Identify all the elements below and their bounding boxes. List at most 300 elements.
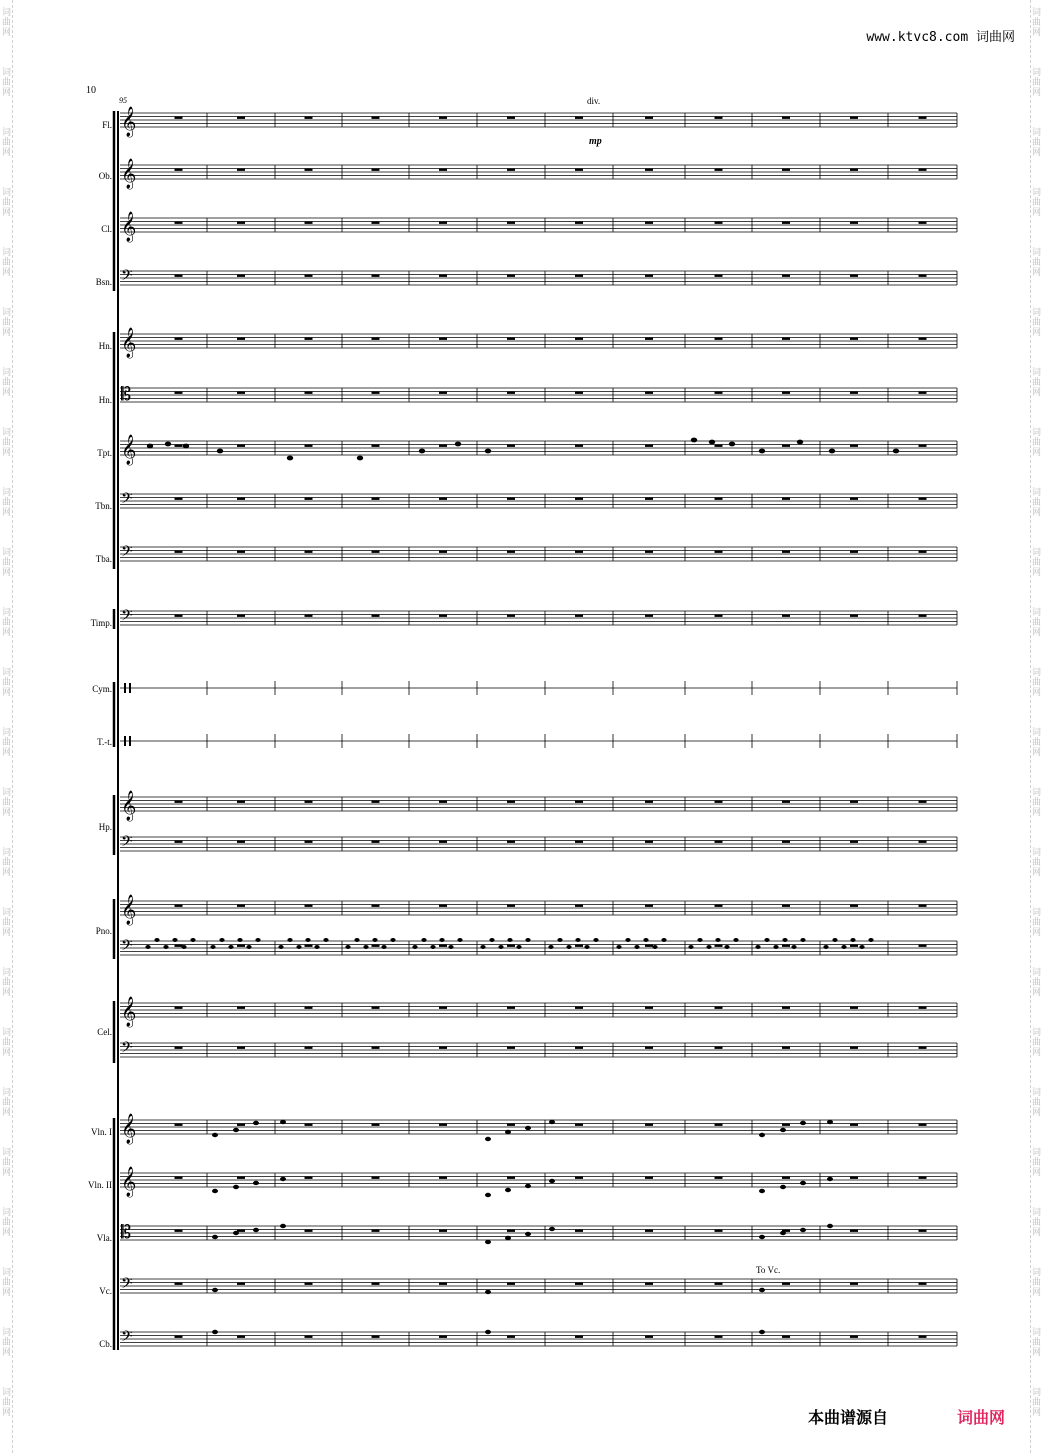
side-watermark: 词 曲 网 <box>2 1388 12 1418</box>
note-head <box>759 1133 765 1137</box>
rest-mark <box>439 222 447 224</box>
rest-mark <box>439 498 447 500</box>
rest-mark <box>507 392 515 394</box>
note-head <box>278 945 283 949</box>
rest-mark <box>850 1007 858 1009</box>
rest-mark <box>715 551 723 553</box>
rest-mark <box>237 275 245 277</box>
rest-mark <box>919 1007 927 1009</box>
site-name[interactable]: 词曲网 <box>975 30 1015 45</box>
note-head <box>305 938 310 942</box>
note-head <box>773 945 778 949</box>
rest-mark <box>372 551 380 553</box>
note-head <box>237 938 242 942</box>
note-head <box>516 945 521 949</box>
rest-mark <box>305 275 313 277</box>
rest-mark <box>782 551 790 553</box>
treble-clef-icon: 𝄞 <box>121 997 137 1027</box>
rest-mark <box>439 841 447 843</box>
footer-brand[interactable]: 词曲网 <box>957 1408 1006 1427</box>
rest-mark <box>850 945 858 947</box>
rest-mark <box>507 905 515 907</box>
rest-mark <box>850 1283 858 1285</box>
bass-clef-icon: 𝄢 <box>121 490 133 511</box>
rest-mark <box>507 445 515 447</box>
percussion-clef-icon <box>129 736 131 746</box>
side-watermark: 词 曲 网 <box>1031 608 1041 638</box>
rest-mark <box>305 445 313 447</box>
rest-mark <box>645 801 653 803</box>
rest-mark <box>645 841 653 843</box>
note-head <box>706 945 711 949</box>
rest-mark <box>439 1230 447 1232</box>
rest-mark <box>715 445 723 447</box>
alto-clef-icon: 𝄡 <box>121 384 132 405</box>
side-watermark: 词 曲 网 <box>2 488 12 518</box>
rest-mark <box>237 551 245 553</box>
rest-mark <box>782 945 790 947</box>
rest-mark <box>439 1336 447 1338</box>
side-watermark: 词 曲 网 <box>2 188 12 218</box>
note-head <box>210 945 215 949</box>
rest-mark <box>575 338 583 340</box>
note-head <box>525 1184 531 1188</box>
rest-mark <box>507 615 515 617</box>
rest-mark <box>645 117 653 119</box>
note-head <box>505 1130 511 1134</box>
rest-mark <box>305 1283 313 1285</box>
rest-mark <box>372 275 380 277</box>
rest-mark <box>575 445 583 447</box>
note-head <box>791 945 796 949</box>
rest-mark <box>439 1124 447 1126</box>
rest-mark <box>305 1007 313 1009</box>
note-head <box>233 1128 239 1132</box>
note-head <box>212 1330 218 1334</box>
note-head <box>480 945 485 949</box>
rest-mark <box>715 498 723 500</box>
rest-mark <box>850 801 858 803</box>
rest-mark <box>782 1124 790 1126</box>
rest-mark <box>919 222 927 224</box>
rest-mark <box>850 169 858 171</box>
rest-mark <box>372 1177 380 1179</box>
percussion-clef-icon <box>124 736 126 746</box>
rest-mark <box>237 945 245 947</box>
treble-clef-icon: 𝄞 <box>121 435 137 465</box>
note-head <box>314 945 319 949</box>
rest-mark <box>175 841 183 843</box>
note-head <box>280 1177 286 1181</box>
rest-mark <box>645 945 653 947</box>
note-head <box>800 1228 806 1232</box>
rest-mark <box>919 905 927 907</box>
rest-mark <box>782 498 790 500</box>
rest-mark <box>305 1124 313 1126</box>
rest-mark <box>507 338 515 340</box>
side-watermark: 词 曲 网 <box>2 368 12 398</box>
rest-mark <box>850 905 858 907</box>
rest-mark <box>237 1283 245 1285</box>
rest-mark <box>645 615 653 617</box>
side-watermark: 词 曲 网 <box>2 308 12 338</box>
note-head <box>485 1240 491 1244</box>
rest-mark <box>237 169 245 171</box>
treble-clef-icon: 𝄞 <box>121 791 137 821</box>
rest-mark <box>305 392 313 394</box>
note-head <box>780 1231 786 1235</box>
rest-mark <box>305 169 313 171</box>
note-head <box>525 1232 531 1236</box>
rest-mark <box>645 392 653 394</box>
note-head <box>212 1189 218 1193</box>
note-head <box>212 1133 218 1137</box>
rest-mark <box>919 801 927 803</box>
note-head <box>430 945 435 949</box>
side-watermark: 词 曲 网 <box>1031 968 1041 998</box>
rest-mark <box>715 338 723 340</box>
note-head <box>280 1224 286 1228</box>
rest-mark <box>715 1177 723 1179</box>
side-watermark: 词 曲 网 <box>2 1208 12 1238</box>
rest-mark <box>507 1124 515 1126</box>
rest-mark <box>919 1283 927 1285</box>
rest-mark <box>850 1230 858 1232</box>
side-watermark: 词 曲 网 <box>2 1328 12 1358</box>
rest-mark <box>372 222 380 224</box>
rest-mark <box>575 905 583 907</box>
rest-mark <box>575 392 583 394</box>
rest-mark <box>645 905 653 907</box>
instrument-label-trombone: Tbn. <box>95 501 112 511</box>
note-head <box>661 938 666 942</box>
rest-mark <box>850 222 858 224</box>
rest-mark <box>305 1177 313 1179</box>
rest-mark <box>782 222 790 224</box>
note-head <box>212 1235 218 1239</box>
note-head <box>485 1137 491 1141</box>
rest-mark <box>919 551 927 553</box>
rest-mark <box>850 1177 858 1179</box>
rest-mark <box>237 392 245 394</box>
note-head <box>691 438 697 443</box>
rest-mark <box>575 1336 583 1338</box>
rest-mark <box>850 498 858 500</box>
rest-mark <box>782 392 790 394</box>
note-head <box>832 938 837 942</box>
side-watermark: 词 曲 网 <box>1031 488 1041 518</box>
side-watermark: 词 曲 网 <box>1031 788 1041 818</box>
rest-mark <box>575 841 583 843</box>
note-head <box>800 938 805 942</box>
rest-mark <box>919 1124 927 1126</box>
rest-mark <box>175 1177 183 1179</box>
note-head <box>485 1193 491 1197</box>
rest-mark <box>715 945 723 947</box>
rest-mark <box>507 275 515 277</box>
rest-mark <box>507 801 515 803</box>
instrument-label-oboe: Ob. <box>98 171 112 181</box>
rest-mark <box>175 905 183 907</box>
rest-mark <box>372 1230 380 1232</box>
note-head <box>357 456 363 461</box>
rest-mark <box>439 169 447 171</box>
side-watermark: 词 曲 网 <box>1031 1088 1041 1118</box>
note-head <box>575 938 580 942</box>
side-watermark: 词 曲 网 <box>1031 1388 1041 1418</box>
note-head <box>800 1181 806 1185</box>
note-head <box>485 1290 491 1294</box>
note-head <box>625 938 630 942</box>
note-head <box>643 938 648 942</box>
rest-mark <box>237 445 245 447</box>
rest-mark <box>237 1336 245 1338</box>
treble-clef-icon: 𝄞 <box>121 159 137 189</box>
rest-mark <box>439 275 447 277</box>
rest-mark <box>575 615 583 617</box>
side-watermark: 词 曲 网 <box>2 728 12 758</box>
instrument-label-harp: Hp. <box>98 822 112 832</box>
divisi-marking: div. <box>587 96 601 106</box>
rest-mark <box>175 392 183 394</box>
note-head <box>296 945 301 949</box>
rest-mark <box>715 615 723 617</box>
instrument-label-timpani: Timp. <box>90 618 112 628</box>
note-head <box>759 1235 765 1239</box>
rest-mark <box>305 615 313 617</box>
rest-mark <box>715 1124 723 1126</box>
rest-mark <box>850 841 858 843</box>
rest-mark <box>507 1047 515 1049</box>
rest-mark <box>645 445 653 447</box>
treble-clef-icon: 𝄞 <box>121 1114 137 1144</box>
note-head <box>549 1227 555 1231</box>
side-watermark: 词 曲 网 <box>1031 368 1041 398</box>
rest-mark <box>372 615 380 617</box>
note-head <box>372 938 377 942</box>
rest-mark <box>507 169 515 171</box>
side-watermark: 词 曲 网 <box>2 1028 12 1058</box>
bass-clef-icon: 𝄢 <box>121 833 133 854</box>
note-head <box>715 938 720 942</box>
note-head <box>829 449 835 454</box>
rest-mark <box>507 1007 515 1009</box>
rest-mark <box>575 945 583 947</box>
rest-mark <box>439 392 447 394</box>
side-watermark: 词 曲 网 <box>1031 908 1041 938</box>
instrument-label-contrabass: Cb. <box>99 1339 112 1349</box>
rest-mark <box>175 222 183 224</box>
side-watermark: 词 曲 网 <box>2 68 12 98</box>
note-head <box>287 456 293 461</box>
rest-mark <box>237 615 245 617</box>
rest-mark <box>575 1230 583 1232</box>
instrument-label-tamtam: T.-t. <box>97 737 112 747</box>
rest-mark <box>782 117 790 119</box>
note-head <box>421 938 426 942</box>
rest-mark <box>372 392 380 394</box>
percussion-clef-icon <box>129 683 131 693</box>
rest-mark <box>782 841 790 843</box>
rest-mark <box>919 275 927 277</box>
note-head <box>228 945 233 949</box>
instrument-label-cello: Vc. <box>99 1286 112 1296</box>
side-watermark: 词 曲 网 <box>2 1268 12 1298</box>
rest-mark <box>305 338 313 340</box>
side-watermark: 词 曲 网 <box>2 848 12 878</box>
note-head <box>505 1236 511 1240</box>
rest-mark <box>439 801 447 803</box>
rest-mark <box>645 222 653 224</box>
rest-mark <box>372 945 380 947</box>
rest-mark <box>715 801 723 803</box>
rest-mark <box>237 1124 245 1126</box>
treble-clef-icon: 𝄞 <box>121 212 137 242</box>
rest-mark <box>715 1047 723 1049</box>
rest-mark <box>782 1007 790 1009</box>
rest-mark <box>439 1007 447 1009</box>
rest-mark <box>575 275 583 277</box>
rest-mark <box>782 615 790 617</box>
rest-mark <box>175 275 183 277</box>
rest-mark <box>850 392 858 394</box>
rest-mark <box>175 445 183 447</box>
rest-mark <box>715 1007 723 1009</box>
rest-mark <box>919 338 927 340</box>
side-watermark: 词 曲 网 <box>2 128 12 158</box>
rest-mark <box>645 1007 653 1009</box>
note-head <box>390 938 395 942</box>
rest-mark <box>305 551 313 553</box>
note-head <box>507 938 512 942</box>
side-watermark: 词 曲 网 <box>1031 188 1041 218</box>
note-head <box>498 945 503 949</box>
rest-mark <box>850 1124 858 1126</box>
rest-mark <box>439 905 447 907</box>
measure-number: 95 <box>119 96 127 105</box>
rest-mark <box>919 1230 927 1232</box>
side-watermark: 词 曲 网 <box>1031 548 1041 578</box>
rest-mark <box>850 1047 858 1049</box>
note-head <box>419 449 425 454</box>
rest-mark <box>237 498 245 500</box>
treble-clef-icon: 𝄞 <box>121 1167 137 1197</box>
instrument-label-violin-2: Vln. II <box>88 1180 112 1190</box>
rest-mark <box>919 498 927 500</box>
alto-clef-icon: 𝄡 <box>121 1222 132 1243</box>
rest-mark <box>850 615 858 617</box>
rest-mark <box>919 841 927 843</box>
note-head <box>217 449 223 454</box>
instrument-label-tuba: Tba. <box>95 554 112 564</box>
rest-mark <box>575 498 583 500</box>
note-head <box>634 945 639 949</box>
rest-mark <box>575 551 583 553</box>
rest-mark <box>305 1336 313 1338</box>
side-watermark: 词 曲 网 <box>2 968 12 998</box>
rest-mark <box>305 945 313 947</box>
rest-mark <box>507 117 515 119</box>
rest-mark <box>439 1177 447 1179</box>
rest-mark <box>575 1124 583 1126</box>
side-watermark: 词 曲 网 <box>1031 248 1041 278</box>
rest-mark <box>237 222 245 224</box>
rest-mark <box>175 801 183 803</box>
rest-mark <box>782 445 790 447</box>
rest-mark <box>507 841 515 843</box>
side-watermark: 词 曲 网 <box>1031 728 1041 758</box>
rest-mark <box>237 1007 245 1009</box>
rest-mark <box>372 905 380 907</box>
rest-mark <box>175 1230 183 1232</box>
side-watermark: 词 曲 网 <box>1031 848 1041 878</box>
rest-mark <box>175 1007 183 1009</box>
treble-clef-icon: 𝄞 <box>121 895 137 925</box>
rest-mark <box>372 1124 380 1126</box>
side-watermark: 词 曲 网 <box>1031 8 1041 38</box>
rest-mark <box>645 169 653 171</box>
rest-mark <box>919 445 927 447</box>
rest-mark <box>372 169 380 171</box>
site-url[interactable]: www.ktvc8.com <box>866 30 969 45</box>
rest-mark <box>237 117 245 119</box>
rest-mark <box>175 945 183 947</box>
rest-mark <box>305 841 313 843</box>
note-head <box>190 938 195 942</box>
note-head <box>354 938 359 942</box>
note-head <box>859 945 864 949</box>
instrument-label-horn-2: Hn. <box>98 395 112 405</box>
instrument-label-clarinet: Cl. <box>101 224 112 234</box>
note-head <box>381 945 386 949</box>
rest-mark <box>372 1336 380 1338</box>
note-head <box>246 945 251 949</box>
note-head <box>827 1224 833 1228</box>
note-head <box>697 938 702 942</box>
rest-mark <box>919 169 927 171</box>
rest-mark <box>919 615 927 617</box>
rest-mark <box>575 801 583 803</box>
rest-mark <box>782 1177 790 1179</box>
page-number: 10 <box>86 85 96 96</box>
to-cello-marking: To Vc. <box>756 1265 781 1275</box>
rest-mark <box>782 801 790 803</box>
note-head <box>172 938 177 942</box>
rest-mark <box>507 1283 515 1285</box>
rest-mark <box>439 1283 447 1285</box>
rest-mark <box>507 1177 515 1179</box>
side-watermark: 词 曲 网 <box>1031 128 1041 158</box>
side-watermark: 词 曲 网 <box>2 1088 12 1118</box>
note-head <box>485 449 491 454</box>
rest-mark <box>507 1336 515 1338</box>
instrument-label-celesta: Cel. <box>97 1027 112 1037</box>
note-head <box>557 938 562 942</box>
side-watermark: 词 曲 网 <box>1031 428 1041 458</box>
note-head <box>181 945 186 949</box>
rest-mark <box>507 945 515 947</box>
instrument-label-viola: Vla. <box>96 1233 112 1243</box>
instrument-label-bassoon: Bsn. <box>95 277 112 287</box>
rest-mark <box>782 905 790 907</box>
instrument-label-horn-1: Hn. <box>98 341 112 351</box>
rest-mark <box>919 1177 927 1179</box>
rest-mark <box>715 1230 723 1232</box>
rest-mark <box>372 1007 380 1009</box>
side-watermark: 词 曲 网 <box>2 908 12 938</box>
note-head <box>219 938 224 942</box>
note-head <box>363 945 368 949</box>
